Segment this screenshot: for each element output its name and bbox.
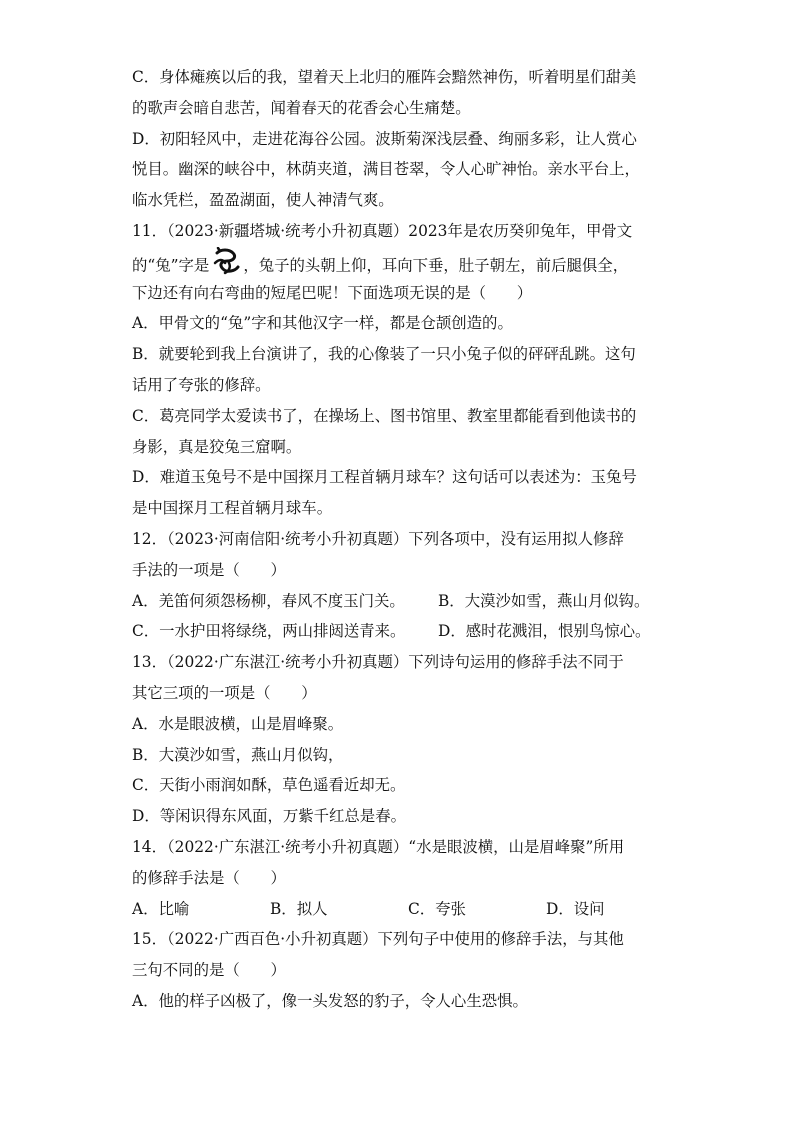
question-12	[132, 524, 662, 647]
option-c-line-1: C．身体瘫痪以后的我，望着天上北归的雁阵会黯然神伤，听着明星们甜美	[132, 68, 637, 86]
question-stem-line-1: 11．（2023·新疆塔城·统考小升初真题）2023年是农历癸卯兔年，甲骨文	[132, 221, 633, 240]
options-row	[132, 894, 662, 925]
option-d: D．设问	[546, 899, 605, 918]
option-a: A．他的样子凶极了，像一头发怒的豹子，令人心生恐惧。	[132, 991, 528, 1010]
options-row-cd	[132, 616, 662, 647]
question-15	[132, 924, 662, 1016]
option-b: B．大漠沙如雪，燕山月似钩。	[438, 591, 650, 610]
stem-text-after-glyph: ，兔子的头朝上仰，耳向下垂，肚子朝左，前后腿俱全，	[243, 256, 629, 275]
option-c-line-2: 的歌声会暗自悲苦，闻着春天的花香会心生痛楚。	[132, 98, 471, 117]
question-stem-line-2: 其它三项的一项是（ ）	[132, 683, 317, 702]
option-a: A．比喻	[132, 899, 190, 918]
option-a: A．羌笛何须怨杨柳，春风不度玉门关。	[132, 591, 405, 610]
question-stem-line-2: 三句不同的是（ ）	[132, 961, 286, 980]
option-b-line-1: B．就要轮到我上台演讲了，我的心像装了一只小兔子似的砰砰乱跳。这句	[132, 345, 636, 364]
option-c: C．天街小雨润如酥，草色遥看近却无。	[132, 776, 406, 795]
question-11	[132, 216, 662, 524]
option-d-line-3: 临水凭栏，盈盈湖面，使人神清气爽。	[132, 191, 394, 210]
question-stem-line-3: 下边还有向右弯曲的短尾巴呢！下面选项无误的是（ ）	[132, 283, 533, 302]
option-a: A．水是眼波横，山是眉峰聚。	[132, 714, 344, 733]
option-d: D．等闲识得东风面，万紫千红总是春。	[132, 807, 406, 826]
question-stem-line-2	[132, 247, 662, 278]
stem-text-before-glyph: 的“兔”字是	[132, 256, 210, 275]
option-c-line-1: C．葛亮同学太爱读书了，在操场上、图书馆里、教室里都能看到他读书的	[132, 406, 637, 425]
option-c: C．一水护田将绿绕，两山排闼送青来。	[132, 622, 406, 641]
option-c-line-2: 身影，真是狡兔三窟啊。	[132, 437, 302, 456]
question-list	[132, 62, 662, 1017]
option-d: D．感时花溅泪，恨别鸟惊心。	[438, 622, 651, 641]
question-stem-line-1: 13．（2022·广东湛江·统考小升初真题）下列诗句运用的修辞手法不同于	[132, 653, 624, 672]
option-b: B．拟人	[270, 899, 328, 918]
question-stem-line-1: 12．（2023·河南信阳·统考小升初真题）下列各项中，没有运用拟人修辞	[132, 529, 624, 548]
question-stem-line-1: 15．（2022·广西百色·小升初真题）下列句子中使用的修辞手法，与其他	[132, 930, 624, 949]
question-stem-line-2: 手法的一项是（ ）	[132, 560, 286, 579]
option-a: A．甲骨文的“兔”字和其他汉字一样，都是仓颉创造的。	[132, 314, 513, 333]
question-stem-line-1: 14．（2022·广东湛江·统考小升初真题）“水是眼波横，山是眉峰聚”所用	[132, 837, 625, 856]
option-c: C．夸张	[408, 899, 466, 918]
option-b: B．大漠沙如雪，燕山月似钩，	[132, 745, 344, 764]
option-d-line-2: 悦目。幽深的峡谷中，林荫夹道，满目苍翠，令人心旷神怡。亲水平台上，	[132, 160, 640, 179]
options-row-ab	[132, 586, 662, 617]
question-10-options	[132, 62, 662, 216]
option-d-line-1: D．初阳轻风中，走进花海谷公园。波斯菊深浅层叠、绚丽多彩，让人赏心	[132, 129, 637, 148]
question-stem-line-2: 的修辞手法是（ ）	[132, 868, 286, 887]
question-14	[132, 832, 662, 924]
option-d-line-2: 是中国探月工程首辆月球车。	[132, 499, 333, 518]
question-13	[132, 647, 662, 832]
option-b-line-2: 话用了夸张的修辞。	[132, 375, 271, 394]
option-d-line-1: D．难道玉兔号不是中国探月工程首辆月球车？这句话可以表述为：玉兔号	[132, 468, 637, 487]
